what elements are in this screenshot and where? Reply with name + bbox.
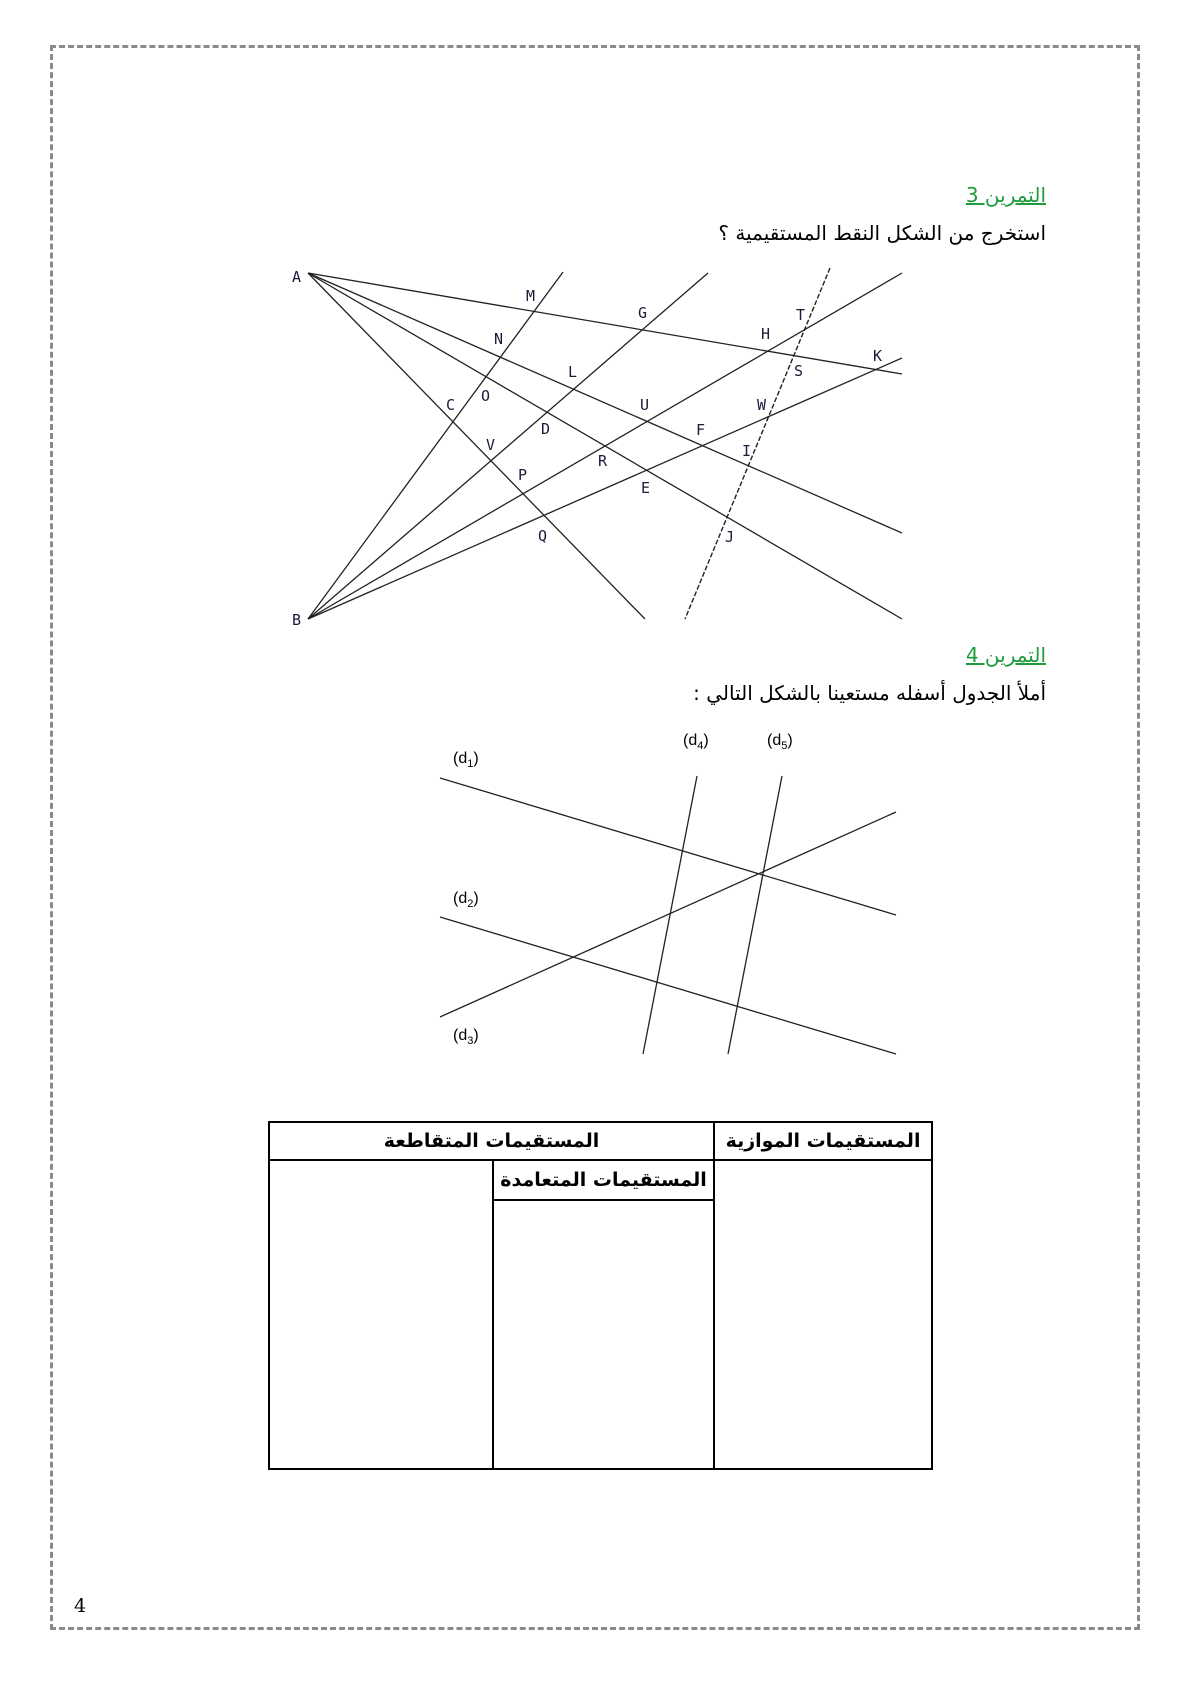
exercise3-title: التمرين 3 [965, 183, 1046, 207]
exercise4-title: التمرين 4 [965, 643, 1046, 667]
line-label-d4: $(d_4)$ [683, 732, 709, 752]
perpendicular-lines-header: المستقيمات المتعامدة [494, 1161, 713, 1201]
parallel-lines-answer-cell[interactable] [714, 1160, 932, 1469]
intersecting-lines-header: المستقيمات المتقاطعة [269, 1122, 714, 1160]
point-label-N: N [494, 330, 504, 348]
exercise3-instruction: استخرج من الشكل النقط المستقيمية ؟ [718, 221, 1046, 245]
line-label-d5: $(d_5)$ [767, 732, 793, 752]
point-label-H: H [761, 325, 771, 343]
exercise4-instruction: أملأ الجدول أسفله مستعينا بالشكل التالي : [693, 681, 1046, 705]
point-label-S: S [794, 362, 804, 380]
point-label-F: F [696, 421, 706, 439]
line-d3 [440, 812, 896, 1017]
page-number: 4 [74, 1595, 87, 1617]
perpendicular-lines-column [493, 1160, 714, 1469]
point-label-L: L [568, 363, 578, 381]
point-label-O: O [481, 387, 491, 405]
point-label-K: K [873, 347, 883, 365]
intersecting-lines-answer-cell[interactable] [269, 1160, 493, 1469]
line-label-d1: $(d_1)$ [453, 750, 479, 770]
line-label-d3: $(d_3)$ [453, 1027, 479, 1047]
answer-table [268, 1121, 933, 1470]
point-label-M: M [526, 287, 536, 305]
point-label-E: E [641, 479, 651, 497]
parallel-lines-header: المستقيمات الموازية [714, 1122, 932, 1160]
perpendicular-lines-answer-cell[interactable] [494, 1201, 713, 1466]
point-label-D: D [541, 420, 551, 438]
point-label-C: C [446, 396, 456, 414]
point-label-G: G [638, 304, 648, 322]
point-label-P: P [518, 466, 528, 484]
point-label-T: T [796, 306, 806, 324]
point-label-W: W [757, 396, 767, 414]
point-label-B: B [292, 611, 302, 629]
line-d4 [643, 776, 697, 1054]
point-label-I: I [742, 442, 752, 460]
line-label-d2: $(d_2)$ [453, 890, 479, 910]
line-d1 [440, 778, 896, 915]
point-label-J: J [725, 528, 735, 546]
point-label-Q: Q [538, 527, 548, 545]
line-d2 [440, 917, 896, 1054]
point-label-A: A [292, 268, 302, 286]
point-label-U: U [640, 396, 650, 414]
point-label-R: R [598, 452, 608, 470]
point-label-V: V [486, 436, 496, 454]
